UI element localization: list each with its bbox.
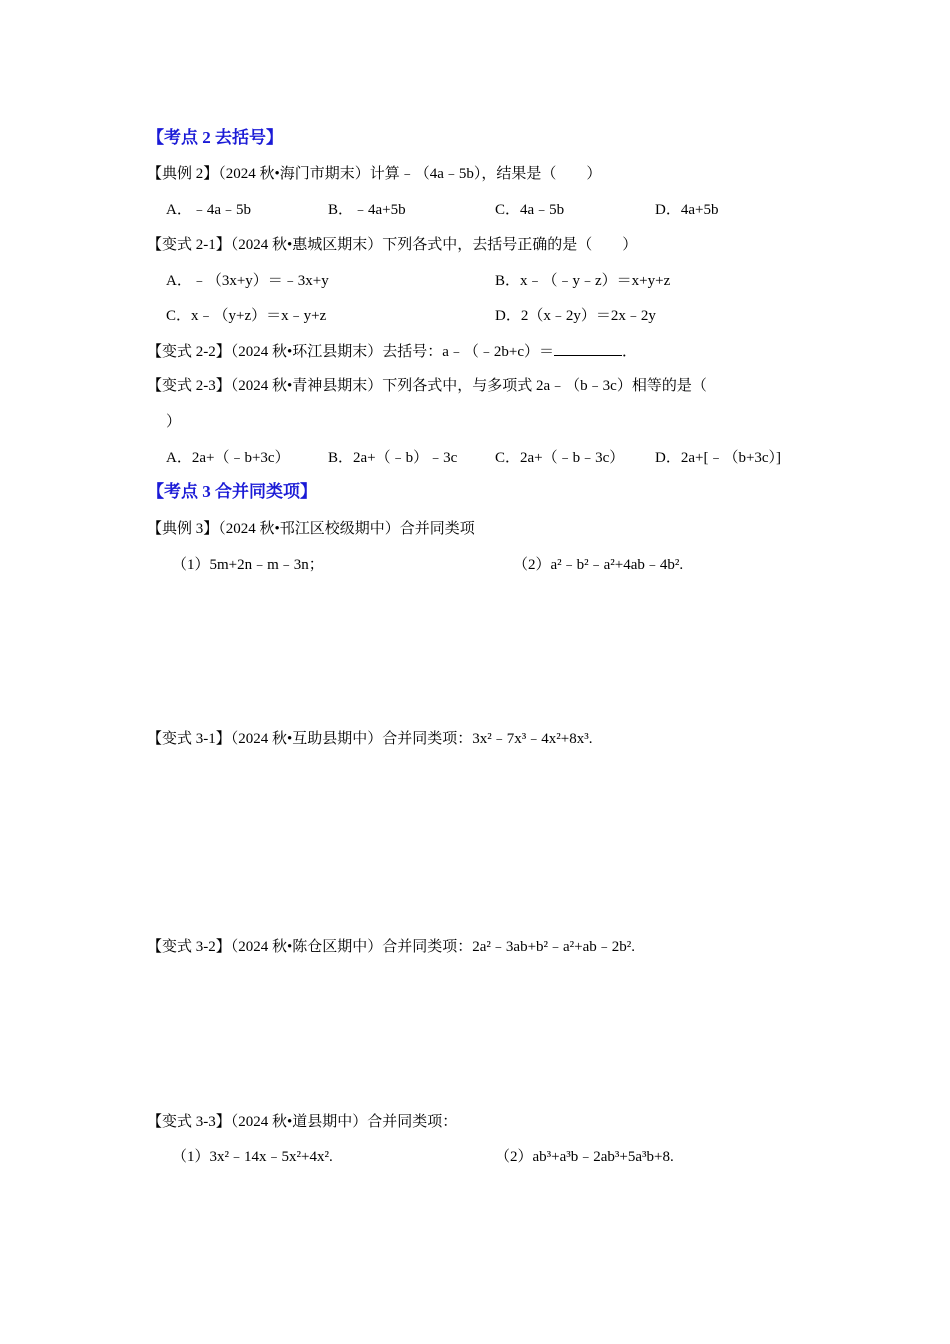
sub-problem-1: （1）3x²﹣14x﹣5x²+4x².: [172, 1149, 333, 1165]
problem-end: ．: [622, 344, 638, 360]
sub-problem-2: （2）a²﹣b²﹣a²+4ab﹣4b².: [513, 557, 684, 573]
sub-problem-2: （2）ab³+a³b﹣2ab³+5a³b+8.: [495, 1149, 674, 1165]
option-b: B．2a+（﹣b）﹣3c: [328, 450, 458, 466]
variant-3-1: [147, 729, 592, 749]
option-c: C．4a﹣5b: [495, 202, 565, 218]
problem-tag: 【变式 2-2】: [147, 344, 231, 360]
problem-tag: 【变式 2-3】: [147, 378, 231, 394]
variant-3-3: [147, 1112, 457, 1132]
variant-2-1: [147, 235, 637, 255]
option-a: A．﹣（3x+y）＝﹣3x+y: [166, 273, 329, 289]
problem-text: （2024 秋•互助县期中）合并同类项：3x²﹣7x³﹣4x²+8x³.: [230, 731, 593, 747]
problem-tag: 【典例 3】: [147, 521, 219, 537]
sub-problem-1: （1）5m+2n﹣m﹣3n；: [172, 557, 324, 573]
section-heading-3: 【考点 3 合并同类项】: [147, 482, 317, 501]
problem-text: （2024 秋•邗江区校级期中）合并同类项: [218, 521, 475, 537]
problem-text: （2024 秋•陈仓区期中）合并同类项：2a²﹣3ab+b²﹣a²+ab﹣2b².: [230, 939, 636, 955]
problem-tag: 【典例 2】: [147, 166, 219, 182]
option-a: A．2a+（﹣b+3c）: [166, 450, 290, 466]
variant-2-3: [147, 376, 707, 396]
option-a: A．﹣4a﹣5b: [166, 202, 251, 218]
problem-tag: 【变式 3-2】: [147, 939, 231, 955]
problem-text: （2024 秋•环江县期末）去括号：a﹣（﹣2b+c）＝: [230, 344, 555, 360]
problem-tag: 【变式 3-3】: [147, 1114, 231, 1130]
problem-text-continued: ）: [166, 414, 182, 430]
problem-text: （2024 秋•惠城区期末）下列各式中，去括号正确的是（ ）: [230, 237, 638, 253]
option-b: B．x﹣（﹣y﹣z）＝x+y+z: [495, 273, 671, 289]
problem-tag: 【变式 3-1】: [147, 731, 231, 747]
variant-3-2: [147, 937, 635, 957]
option-d: D．2（x﹣2y）＝2x﹣2y: [495, 308, 656, 324]
problem-text: （2024 秋•海门市期末）计算﹣（4a﹣5b），结果是（ ）: [218, 166, 602, 182]
example-2: [147, 164, 601, 184]
problem-tag: 【变式 2-1】: [147, 237, 231, 253]
section-heading-2: 【考点 2 去括号】: [147, 128, 283, 147]
option-d: D．2a+[﹣（b+3c）]: [655, 450, 782, 466]
variant-2-2: [147, 341, 637, 362]
option-d: D．4a+5b: [655, 202, 719, 218]
example-3: [147, 519, 475, 539]
option-b: B．﹣4a+5b: [328, 202, 406, 218]
problem-text: （2024 秋•道县期中）合并同类项：: [230, 1114, 458, 1130]
option-c: C．x﹣（y+z）＝x﹣y+z: [166, 308, 327, 324]
problem-text: （2024 秋•青神县期末）下列各式中，与多项式 2a﹣（b﹣3c）相等的是（: [230, 378, 707, 394]
option-c: C．2a+（﹣b﹣3c）: [495, 450, 625, 466]
answer-blank[interactable]: [554, 341, 622, 356]
